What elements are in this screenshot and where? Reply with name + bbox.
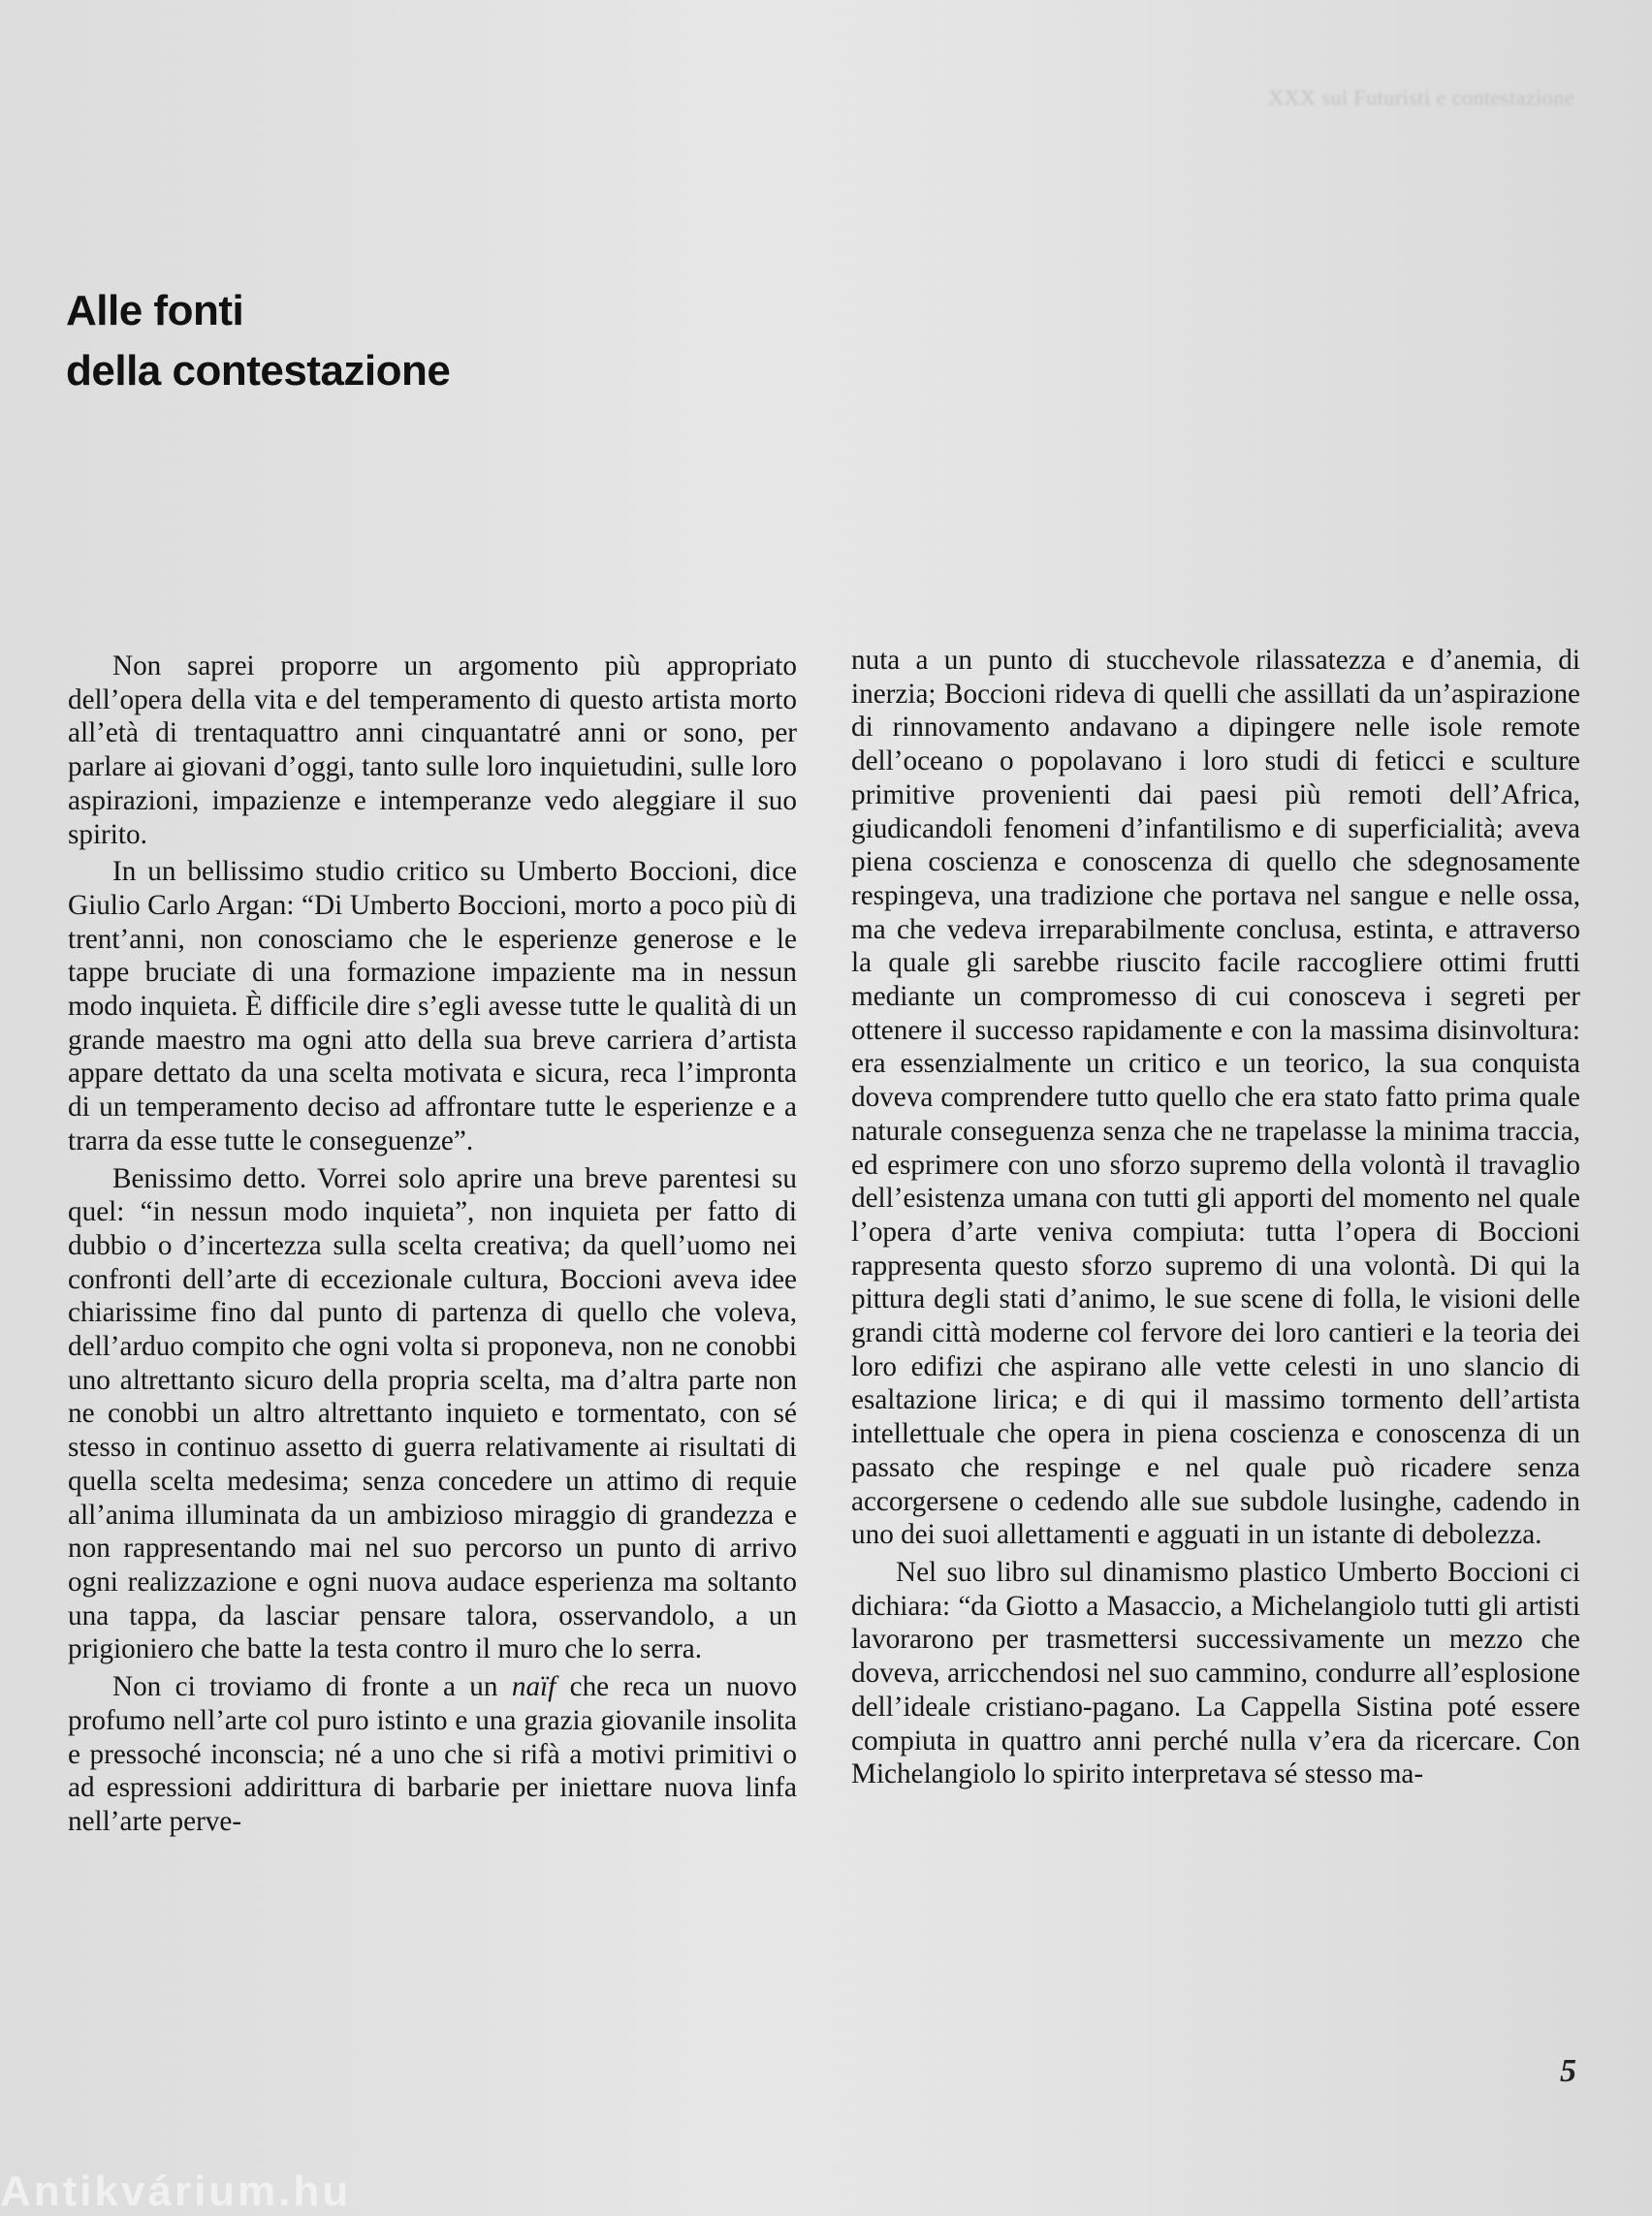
page-number: 5 [1560, 2053, 1576, 2089]
running-head: XXX sui Futuristi e contestazione [1268, 85, 1574, 110]
paragraph: Non saprei proporre un argomento più appropriato dell’opera della vita e del temperamento di questo artista morto all’età di trentaquattro anni cinquantatré anni or sono, per parlare ai giovani d’oggi, tanto sulle loro inquietudini, sulle loro aspirazioni, impazienze e intemperanze vedo aleggiare il suo spirito. [68, 650, 797, 850]
title-line-1: Alle fonti [66, 287, 244, 334]
watermark: Antikvárium.hu [0, 2168, 352, 2215]
right-column [851, 644, 1580, 1795]
paragraph-continued: nuta a un punto di stucchevole rilassatezza e d’anemia, di inerzia; Boccioni rideva di quelli che assillati da un’aspirazione di rinnovamento andavano a dipingere nelle isole remote dell’oceano o popolavano i loro studi di feticci e sculture primitive provenienti dai paesi più remoti dell’Africa, giudicandoli fenomeni d’infantilismo e di superficialità; aveva piena coscienza e conoscenza di quello che sdegnosamente respingeva, una tradizione che portava nel sangue e nelle ossa, ma che vedeva irreparabilmente conclusa, estinta, e attraverso la quale gli sarebbe riuscito facile raccogliere ottimi frutti mediante un compromesso di cui conosceva i segreti per ottenere il successo rapidamente e con la massima disinvoltura: era essenzialmente un critico e un teorico, la sua conquista doveva comprendere tutto quello che era stato fatto prima quale naturale conseguenza senza che ne trapelasse la minima traccia, ed esprimere con uno sforzo supremo della volontà il travaglio dell’esistenza umana con tutti gli apporti del momento nel quale l’opera d’arte veniva compiuta: tutta l’opera di Boccioni rappresenta questo sforzo supremo di una volontà. Di qui la pittura degli stati d’animo, le sue scene di folla, le visioni delle grandi città moderne col fervore dei loro cantieri e la teoria dei loro edifizi che aspirano alle vette celesti in uno slancio di esaltazione lirica; e di qui il massimo tormento dell’artista intellettuale che opera in piena coscienza e conoscenza di un passato che respinge e nel quale può ricadere senza accorgersene o cedendo alle sue subdole lusinghe, cadendo in uno dei suoi allettamenti e agguati in un istante di debolezza. [851, 645, 1580, 1551]
article-title [66, 281, 450, 401]
paragraph: Benissimo detto. Vorrei solo aprire una breve parentesi su quel: “in nessun modo inquieta”, non inquieta per fatto di dubbio o d’incertezza sulla scelta creativa; da quell’uomo nei confronti dell’arte di eccezionale cultura, Boccioni aveva idee chiarissime fino dal punto di partenza di quello che voleva, dell’arduo compito che ogni volta si proponeva, non ne conobbi uno altrettanto sicuro della propria scelta, ma d’altra parte non ne conobbi un altro altrettanto inquieto e tormentato, con sé stesso in continuo assetto di guerra relativamente ai risultati di quella scelta medesima; senza concedere un attimo di requie all’anima illuminata da un ambizioso miraggio di grandezza e non rappresentando mai nel suo percorso un punto di arrivo ogni realizzazione e ogni nuova audace esperienza ma soltanto una tappa, da lasciar pensare talora, osservandolo, a un prigioniero che batte la testa contro il muro che lo serra. [68, 1162, 797, 1665]
paragraph: In un bellissimo studio critico su Umberto Boccioni, dice Giulio Carlo Argan: “Di Umberto Boccioni, morto a poco più di trent’anni, non conosciamo che le esperienze generose e le tappe bruciate di una formazione impaziente ma in nessun modo inquieta. È difficile dire s’egli avesse tutte le qualità di un grande maestro ma ogni atto della sua breve carriera d’artista appare dettato da una scelta motivata e sicura, reca l’impronta di un temperamento deciso ad affrontare tutte le esperienze e a trarra da esse tutte le conseguenze”. [68, 856, 797, 1156]
paragraph: Nel suo libro sul dinamismo plastico Umberto Boccioni ci dichiara: “da Giotto a Masaccio, a Michelangiolo tutti gli artisti lavorarono per trasmettersi successivamente un mezzo che doveva, arricchendosi nel suo cammino, condurre all’esplosione dell’ideale cristiano-pagano. La Cappella Sistina poté essere compiuta in quattro anni perché nulla v’era da ricercare. Con Michelangiolo lo spirito interpretava sé stesso ma- [851, 1556, 1580, 1790]
paragraph: Non ci troviamo di fronte a un naïf che reca un nuovo profumo nell’arte col puro istinto e una grazia giovanile insolita e pressoché inconscia; né a uno che si rifà a motivi primitivi o ad espressioni addirittura di barbarie per iniettare nuova linfa nell’arte perve- [68, 1671, 797, 1837]
title-line-2: della contestazione [66, 347, 451, 395]
left-column [68, 649, 797, 1843]
